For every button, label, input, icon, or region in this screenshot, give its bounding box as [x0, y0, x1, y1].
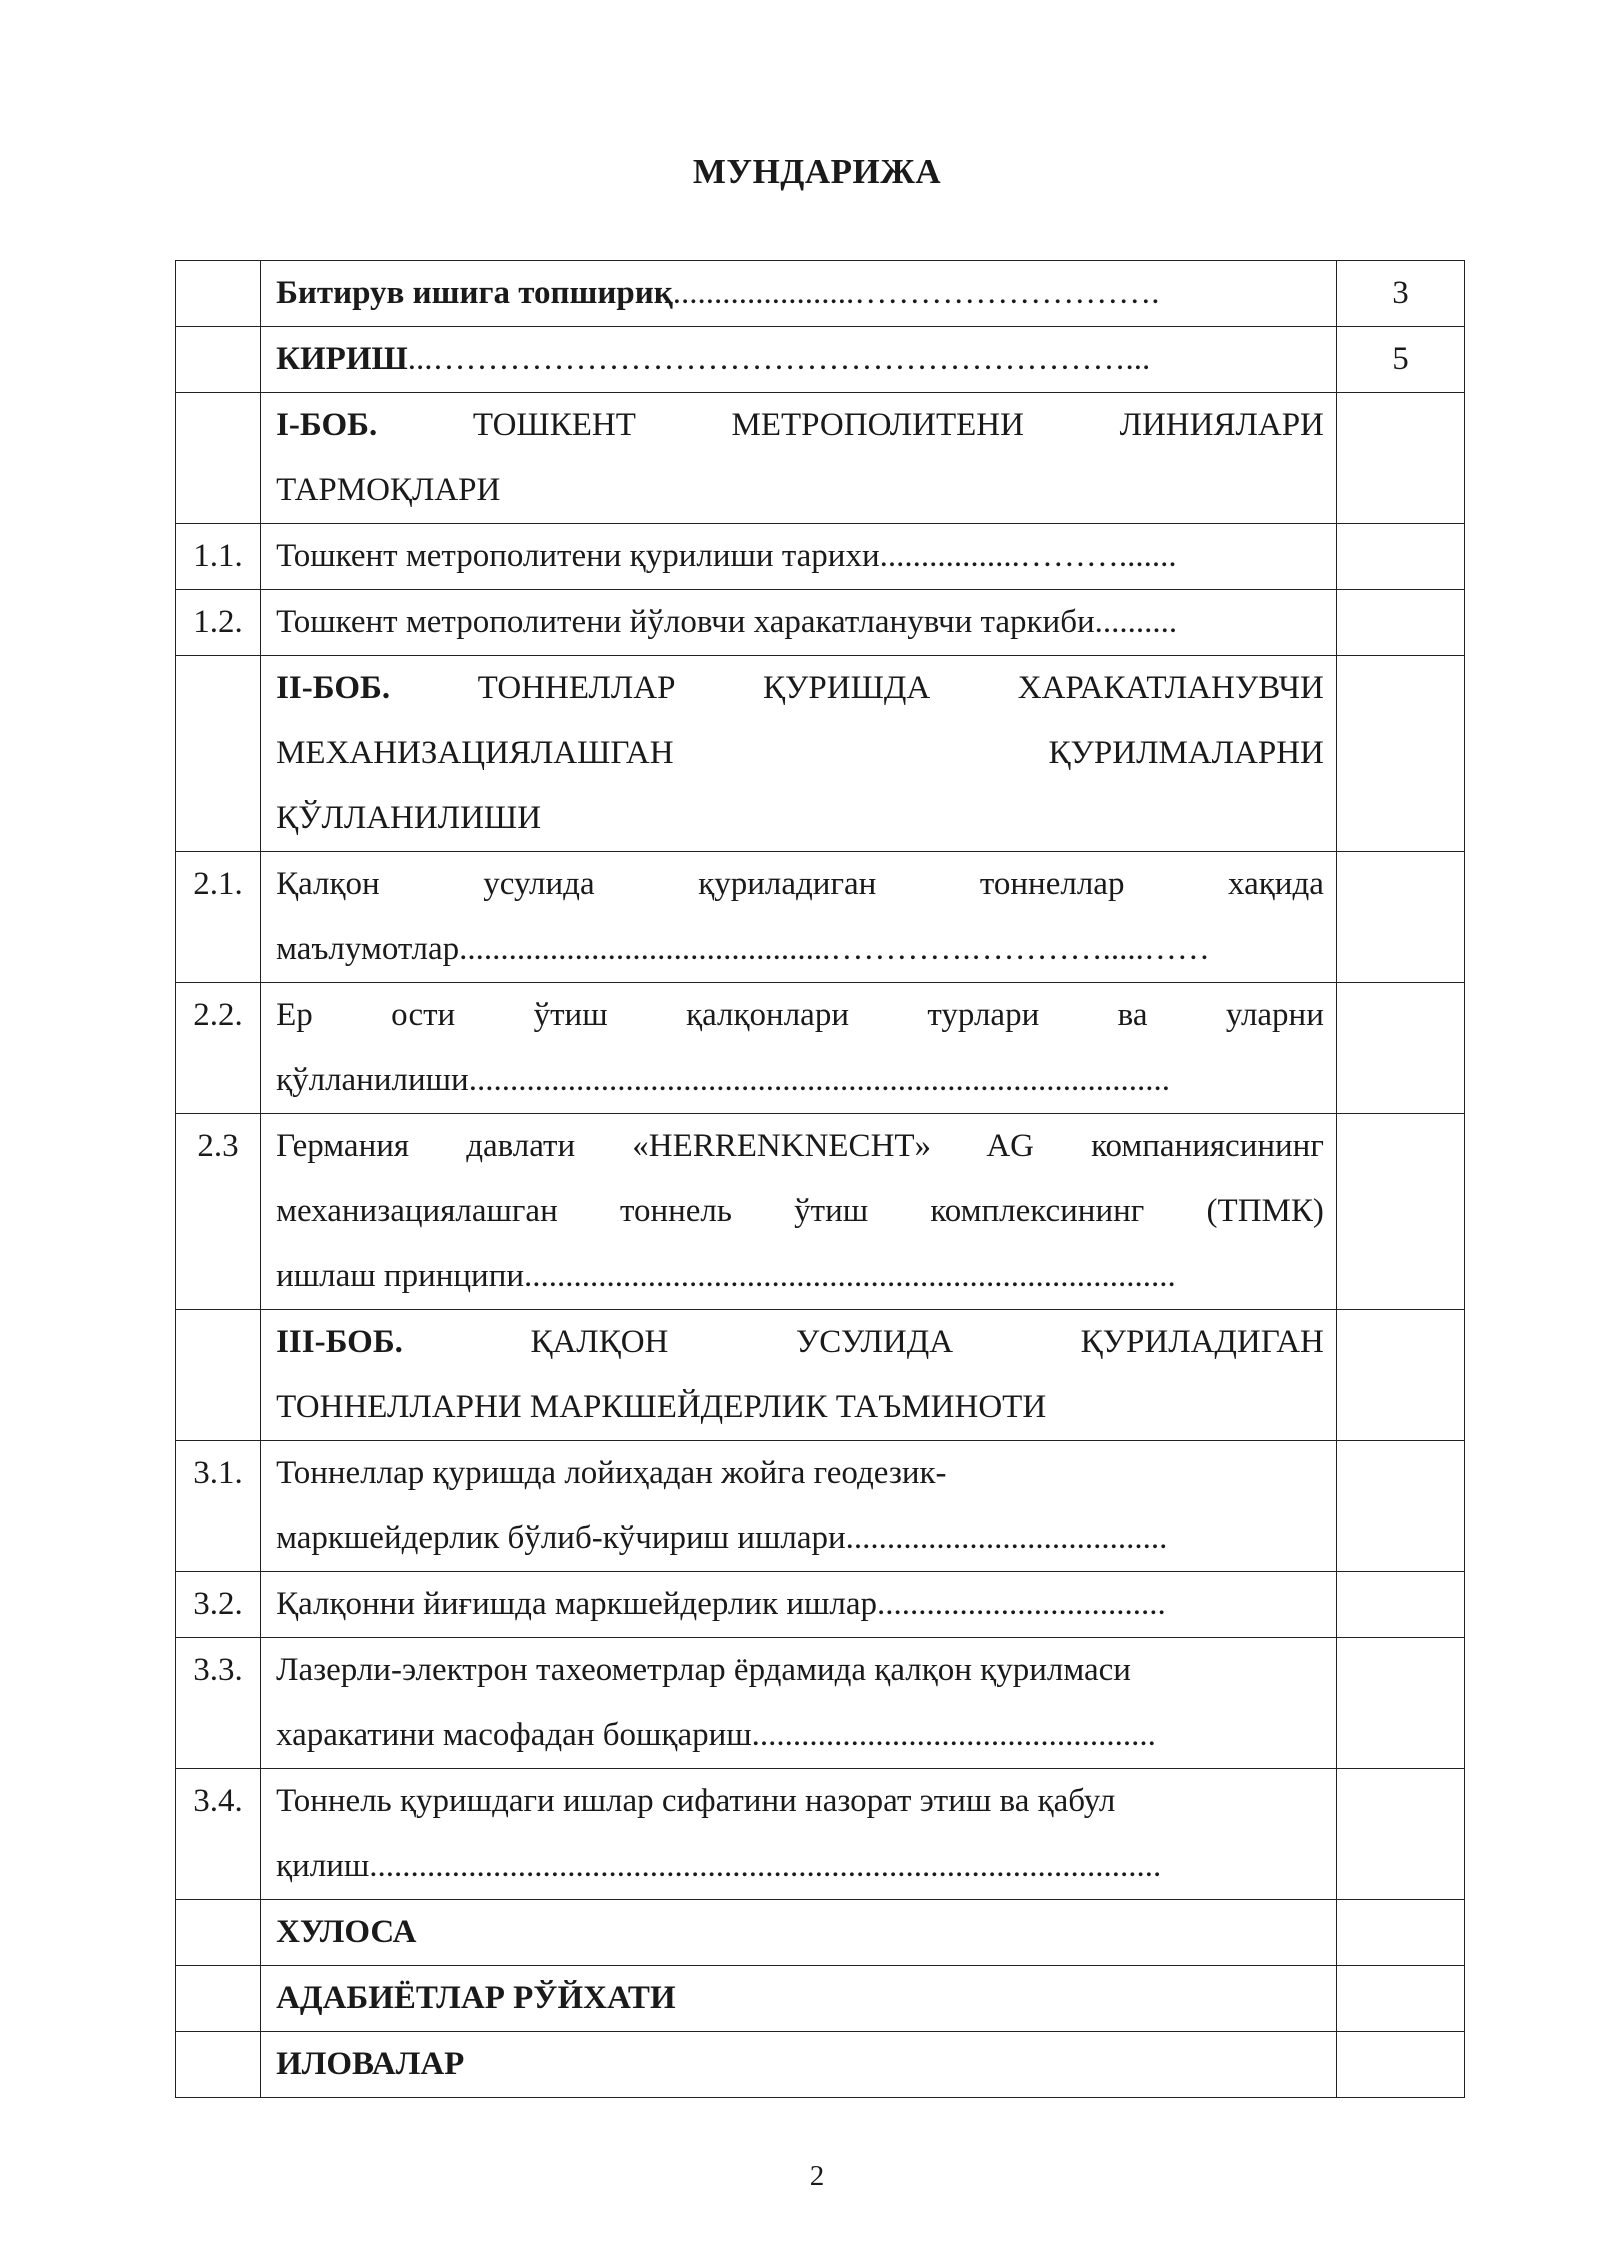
- toc-row: [176, 261, 1465, 327]
- toc-entry-text: ҚАЛҚОН УСУЛИДА ҚУРИЛАДИГАН: [402, 1324, 1324, 1360]
- toc-entry-line: [276, 852, 1324, 917]
- toc-page-number: [1336, 852, 1464, 983]
- toc-section-number: [176, 2032, 261, 2098]
- toc-entry-line: [276, 1966, 1324, 2031]
- toc-entry-title: [261, 1900, 1337, 1966]
- toc-entry-line: [276, 1900, 1324, 1965]
- toc-section-number: 2.3: [176, 1114, 261, 1310]
- toc-row: [176, 1310, 1465, 1441]
- toc-entry-title: [261, 1114, 1337, 1310]
- toc-row: [176, 1638, 1465, 1769]
- toc-row: [176, 1900, 1465, 1966]
- toc-page-number: [1336, 1114, 1464, 1310]
- toc-entry-text: Германия давлати «HERRENKNECHT» AG компаниясининг: [276, 1128, 1324, 1164]
- toc-entry-bold-text: III-БОБ.: [276, 1324, 403, 1360]
- toc-row: [176, 983, 1465, 1114]
- toc-entry-title: [261, 393, 1337, 524]
- toc-entry-line: [276, 590, 1324, 655]
- toc-entry-text: ......................……………………….: [672, 275, 1160, 311]
- toc-section-number: [176, 1966, 261, 2032]
- toc-entry-title: [261, 656, 1337, 852]
- toc-entry-text: Қалқонни йиғишда маркшейдерлик ишлар...................................: [276, 1586, 1166, 1622]
- toc-section-number: [176, 1310, 261, 1441]
- toc-page-number: [1336, 524, 1464, 590]
- toc-row: [176, 1572, 1465, 1638]
- toc-entry-text: ...………………………………………………………...: [407, 341, 1151, 377]
- toc-entry-text: маркшейдерлик бўлиб-кўчириш ишлари.......................................: [276, 1520, 1168, 1556]
- toc-entry-line: [276, 656, 1324, 721]
- toc-entry-text: ТАРМОҚЛАРИ: [276, 472, 501, 508]
- toc-page-number: 5: [1336, 327, 1464, 393]
- toc-entry-title: [261, 261, 1337, 327]
- toc-entry-bold-text: II-БОБ.: [276, 670, 391, 706]
- toc-row: [176, 1769, 1465, 1900]
- toc-row: [176, 524, 1465, 590]
- toc-entry-title: [261, 1310, 1337, 1441]
- toc-entry-line: [276, 1572, 1324, 1637]
- toc-section-number: [176, 1900, 261, 1966]
- toc-entry-line: [276, 261, 1324, 326]
- toc-entry-text: Қалқон усулида қуриладиган тоннеллар хақида: [276, 866, 1324, 902]
- toc-entry-text: Тоннель қуришдаги ишлар сифатини назорат этиш ва қабул: [276, 1783, 1116, 1819]
- toc-entry-line: [276, 1638, 1324, 1703]
- toc-entry-line: [276, 983, 1324, 1048]
- toc-entry-title: [261, 327, 1337, 393]
- toc-entry-title: [261, 2032, 1337, 2098]
- toc-section-number: 1.2.: [176, 590, 261, 656]
- toc-entry-text: Лазерли-электрон тахеометрлар ёрдамида қалқон қурилмаси: [276, 1652, 1131, 1688]
- toc-entry-bold-text: ХУЛОСА: [276, 1914, 417, 1950]
- toc-entry-title: [261, 983, 1337, 1114]
- toc-entry-title: [261, 1441, 1337, 1572]
- toc-entry-text: харакатини масофадан бошқариш.................................................: [276, 1717, 1156, 1753]
- toc-entry-line: [276, 1834, 1324, 1899]
- toc-section-number: 2.2.: [176, 983, 261, 1114]
- toc-entry-text: ТОННЕЛЛАР ҚУРИШДА ХАРАКАТЛАНУВЧИ: [390, 670, 1324, 706]
- toc-page-number: [1336, 2032, 1464, 2098]
- toc-entry-line: [276, 2032, 1324, 2097]
- toc-section-number: [176, 393, 261, 524]
- toc-entry-line: [276, 1114, 1324, 1179]
- toc-entry-bold-text: Битирув ишига топшириқ: [276, 275, 673, 311]
- toc-body: [176, 261, 1465, 2098]
- toc-entry-title: [261, 524, 1337, 590]
- toc-row: [176, 656, 1465, 852]
- toc-row: [176, 1441, 1465, 1572]
- toc-entry-bold-text: КИРИШ: [276, 341, 408, 377]
- toc-section-number: [176, 327, 261, 393]
- toc-entry-title: [261, 590, 1337, 656]
- toc-section-number: [176, 261, 261, 327]
- toc-section-number: [176, 656, 261, 852]
- toc-page-number: [1336, 1572, 1464, 1638]
- toc-entry-line: [276, 1244, 1324, 1309]
- toc-entry-text: қилиш................................................................................................: [276, 1848, 1162, 1884]
- toc-entry-title: [261, 1638, 1337, 1769]
- toc-section-number: 3.4.: [176, 1769, 261, 1900]
- toc-page-number: [1336, 393, 1464, 524]
- toc-page-number: [1336, 1769, 1464, 1900]
- toc-entry-text: ҚЎЛЛАНИЛИШИ: [276, 800, 542, 836]
- toc-entry-line: [276, 1506, 1324, 1571]
- toc-entry-line: [276, 721, 1324, 786]
- toc-section-number: 2.1.: [176, 852, 261, 983]
- toc-entry-title: [261, 1966, 1337, 2032]
- toc-entry-text: ТОННЕЛЛАРНИ МАРКШЕЙДЕРЛИК ТАЪМИНОТИ: [276, 1389, 1047, 1425]
- page-number: 2: [809, 2160, 825, 2192]
- toc-row: [176, 590, 1465, 656]
- toc-entry-text: Тошкент метрополитени йўловчи харакатланувчи таркиби..........: [276, 604, 1178, 640]
- toc-entry-line: [276, 917, 1324, 982]
- toc-entry-title: [261, 1769, 1337, 1900]
- toc-entry-text: қўлланилиши.....................................................................................: [276, 1062, 1170, 1098]
- toc-entry-line: [276, 1375, 1324, 1440]
- toc-entry-line: [276, 1703, 1324, 1768]
- table-of-contents: [175, 260, 1465, 2098]
- toc-section-number: 3.1.: [176, 1441, 261, 1572]
- toc-page-number: [1336, 1900, 1464, 1966]
- toc-page-number: [1336, 1638, 1464, 1769]
- toc-section-number: 1.1.: [176, 524, 261, 590]
- toc-page-number: [1336, 1310, 1464, 1441]
- toc-row: [176, 327, 1465, 393]
- toc-entry-bold-text: АДАБИЁТЛАР РЎЙХАТИ: [276, 1980, 676, 2016]
- toc-page-number: [1336, 590, 1464, 656]
- toc-entry-line: [276, 786, 1324, 851]
- toc-entry-text: ишлаш принципи...............................................................................: [276, 1258, 1176, 1294]
- toc-entry-bold-text: ИЛОВАЛАР: [276, 2046, 465, 2082]
- toc-row: [176, 1114, 1465, 1310]
- toc-entry-line: [276, 327, 1324, 392]
- toc-entry-text: механизациялашган тоннель ўтиш комплексининг (ТПМК): [276, 1193, 1324, 1229]
- toc-entry-line: [276, 1769, 1324, 1834]
- toc-entry-text: Тоннеллар қуришда лойиҳадан жойга геодезик-: [276, 1455, 947, 1491]
- toc-entry-line: [276, 458, 1324, 523]
- toc-entry-line: [276, 1048, 1324, 1113]
- toc-entry-line: [276, 1441, 1324, 1506]
- toc-entry-text: МЕХАНИЗАЦИЯЛАШГАН ҚУРИЛМАЛАРНИ: [276, 735, 1324, 771]
- toc-entry-text: маълумотлар.............................................………….………….....……: [276, 931, 1210, 967]
- toc-page-number: 3: [1336, 261, 1464, 327]
- toc-entry-text: ТОШКЕНТ МЕТРОПОЛИТЕНИ ЛИНИЯЛАРИ: [377, 407, 1324, 443]
- toc-page-number: [1336, 1966, 1464, 2032]
- toc-entry-line: [276, 524, 1324, 589]
- toc-entry-text: Тошкент метрополитени қурилиши тарихи.................……….......: [276, 538, 1177, 574]
- toc-entry-text: Ер ости ўтиш қалқонлари турлари ва уларни: [276, 997, 1324, 1033]
- toc-page-number: [1336, 983, 1464, 1114]
- toc-section-number: 3.3.: [176, 1638, 261, 1769]
- toc-entry-title: [261, 1572, 1337, 1638]
- toc-page-number: [1336, 656, 1464, 852]
- toc-row: [176, 1966, 1465, 2032]
- toc-entry-line: [276, 1179, 1324, 1244]
- toc-entry-line: [276, 1310, 1324, 1375]
- toc-page-number: [1336, 1441, 1464, 1572]
- toc-row: [176, 852, 1465, 983]
- toc-entry-line: [276, 393, 1324, 458]
- toc-entry-title: [261, 852, 1337, 983]
- toc-row: [176, 2032, 1465, 2098]
- page-title: МУНДАРИЖА: [692, 152, 942, 191]
- toc-row: [176, 393, 1465, 524]
- toc-section-number: 3.2.: [176, 1572, 261, 1638]
- toc-entry-bold-text: I-БОБ.: [276, 407, 378, 443]
